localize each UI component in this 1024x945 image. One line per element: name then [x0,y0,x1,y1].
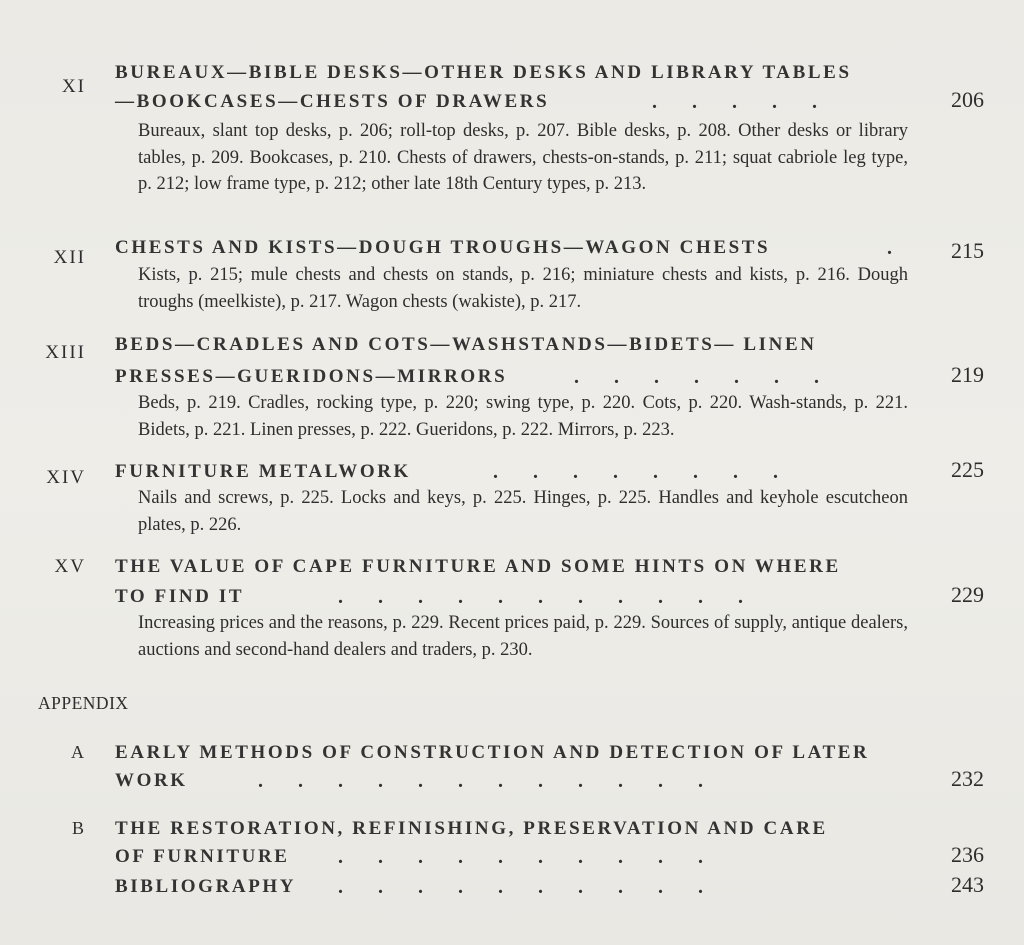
chapter-description: Bureaux, slant top desks, p. 206; roll-top desks, p. 207. Bible desks, p. 208. Other desks or library tables, p. 209. Bookcases, p. 210. Chests of drawers, chests-on-stands, p. 211; squat cabriole leg type, p. 212; low frame type, p. 212; other late 18th Century types, p. 213. [138,121,908,194]
appendix-title-line-2: OF FURNITURE [115,846,290,867]
page-number: 219 [951,362,984,387]
leader-dots: . . . . . . . . . . [338,846,703,868]
leader-dots: . . . . . . . [574,366,819,388]
chapter-title-line-1: BEDS—CRADLES AND COTS—WASHSTANDS—BIDETS— LINEN [115,334,817,355]
page-number: 243 [951,872,984,897]
toc-entry-bibliography [0,872,1024,904]
toc-entry-appendix-a [0,742,1024,770]
chapter-title-line-1: CHESTS AND KISTS—DOUGH TROUGHS—WAGON CHESTS [115,237,771,258]
appendix-title-line-1: THE RESTORATION, REFINISHING, PRESERVATION AND CARE [115,818,828,839]
toc-entry-xi-line-2 [0,87,1024,119]
toc-entry-xv [0,556,1024,584]
chapter-number: XI [61,76,86,97]
toc-entry-appendix-a-line-2 [0,766,1024,798]
chapter-title-line-1: BUREAUX—BIBLE DESKS—OTHER DESKS AND LIBRARY TABLES [115,62,852,83]
leader-dots: . . . . . [652,91,817,113]
page-number: 236 [951,842,984,867]
chapter-number: XII [53,247,86,268]
chapter-number: XIII [45,342,86,363]
page-number: 225 [951,457,984,482]
page-number: 215 [951,238,984,263]
toc-entry-appendix-b-line-2 [0,842,1024,874]
appendix-title-line-2: WORK [115,770,188,791]
chapter-title-line-2: TO FIND IT [115,586,245,607]
appendix-letter: A [71,742,86,762]
leader-dots: . . . . . . . . . . . . [258,770,703,792]
chapter-number: XV [54,556,86,577]
chapter-description: Increasing prices and the reasons, p. 229. Recent prices paid, p. 229. Sources of supply, antique dealers, auctions and second-hand dealers and traders, p. 230. [138,613,908,660]
chapter-number: XIV [46,467,86,488]
bibliography-title: BIBLIOGRAPHY [115,876,297,897]
leader-dots: . . . . . . . . [493,461,778,483]
toc-entry-xii [0,237,1024,268]
chapter-description: Kists, p. 215; mule chests and chests on stands, p. 216; miniature chests and kists, p. 216. Dough troughs (meelkiste), p. 217. Wagon chests (wakiste), p. 217. [138,265,908,312]
leader-dots: . . . . . . . . . . . [338,586,743,608]
toc-entry-appendix-b [0,818,1024,846]
leader-dots: . [887,237,892,259]
toc-entry-xiii [0,334,1024,362]
page-number: 232 [951,766,984,791]
chapter-title-line-1: THE VALUE OF CAPE FURNITURE AND SOME HINTS ON WHERE [115,556,841,577]
chapter-title-line-2: —BOOKCASES—CHESTS OF DRAWERS [115,91,550,112]
appendix-letter: B [71,818,86,838]
chapter-title-line-2: PRESSES—GUERIDONS—MIRRORS [115,366,508,387]
page-number: 206 [951,87,984,112]
chapter-description: Beds, p. 219. Cradles, rocking type, p. 220; swing type, p. 220. Cots, p. 220. Wash-stands, p. 221. Bidets, p. 221. Linen presses, p. 222. Gueridons, p. 222. Mirrors, p. 223. [138,393,908,440]
chapter-title-line-1: FURNITURE METALWORK [115,461,411,482]
appendix-heading: APPENDIX [38,693,129,713]
appendix-title-line-1: EARLY METHODS OF CONSTRUCTION AND DETECTION OF LATER [115,742,870,763]
toc-entry-xi [0,62,1024,97]
chapter-description: Nails and screws, p. 225. Locks and keys, p. 225. Hinges, p. 225. Handles and keyhole escutcheon plates, p. 226. [138,488,908,535]
leader-dots: . . . . . . . . . . [338,876,703,898]
page-number: 229 [951,582,984,607]
